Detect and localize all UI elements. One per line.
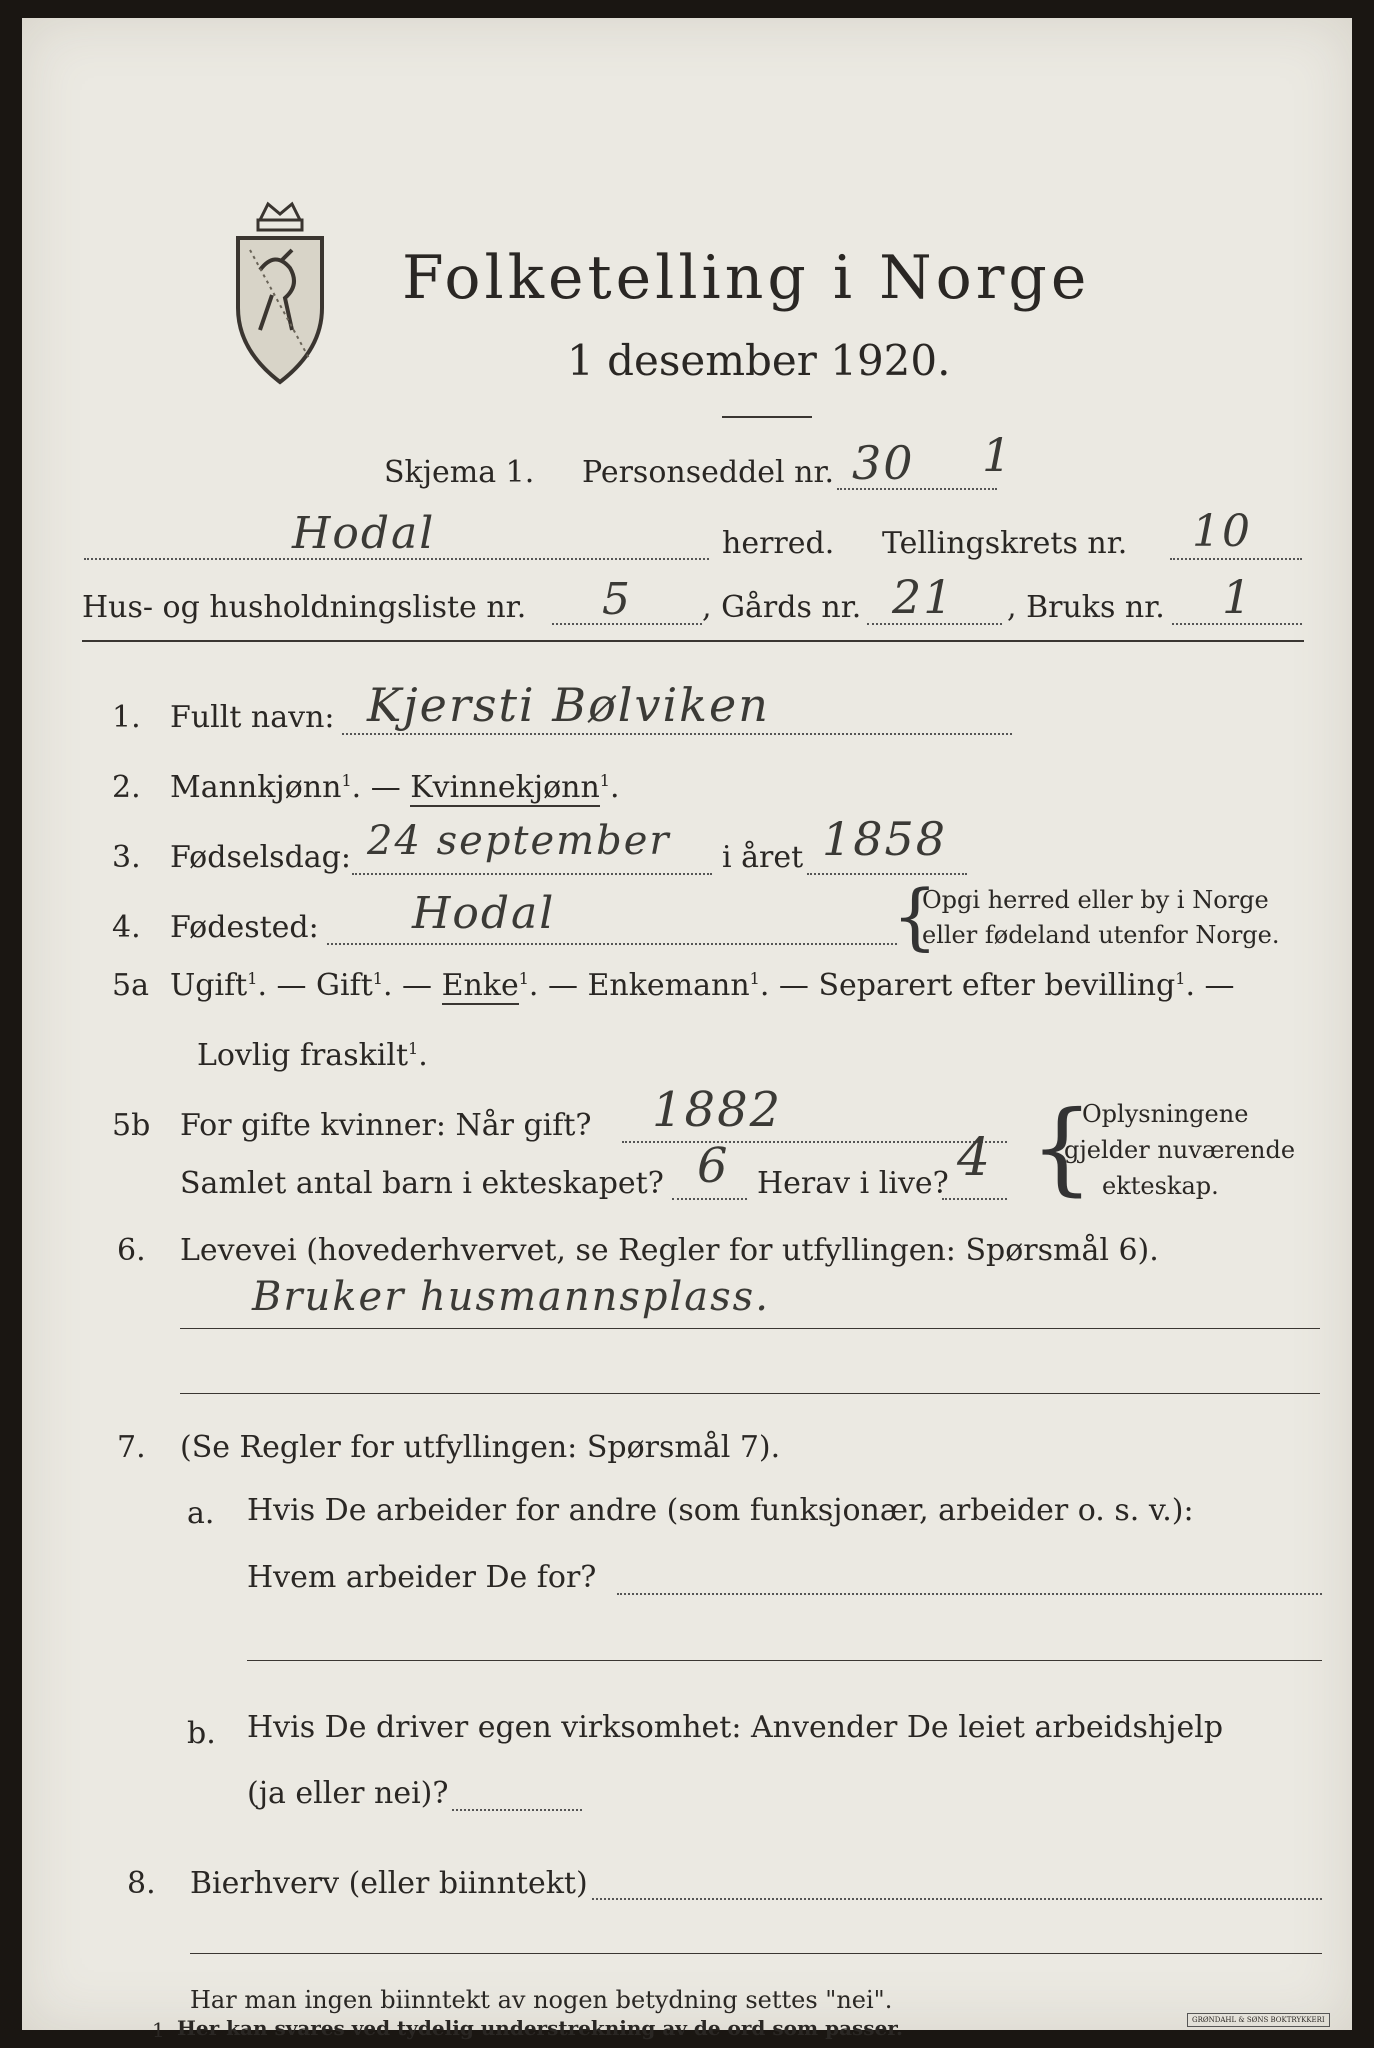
header-rule <box>82 640 1304 642</box>
sup-mark: 1 <box>247 969 258 988</box>
q2-options <box>170 770 620 805</box>
married-line <box>622 1141 1007 1143</box>
q7-number: 7. <box>117 1430 146 1465</box>
q5b-note-1: Oplysningene <box>1082 1100 1249 1128</box>
sup-mark: 1 <box>749 969 760 988</box>
sep: . — <box>382 968 433 1003</box>
fraskilt-option[interactable] <box>197 1038 428 1073</box>
alive-label: Herav i live? <box>757 1166 949 1201</box>
end: . <box>418 1038 428 1073</box>
brace: { <box>1030 1089 1094 1206</box>
q1-line <box>342 733 1012 735</box>
q2-number: 2. <box>112 770 141 805</box>
q3-label: Fødselsdag: <box>170 840 351 875</box>
herred-value[interactable]: Hodal <box>292 508 436 559</box>
sup-mark: 1 <box>599 771 610 790</box>
q6-line-2 <box>180 1393 1320 1394</box>
hus-label: Hus- og husholdningsliste nr. <box>82 590 527 625</box>
q5a-number: 5a <box>112 968 149 1003</box>
q7a-line-2[interactable] <box>247 1660 1322 1661</box>
q7a-question: Hvem arbeider De for? <box>247 1560 597 1595</box>
q5b-note-2: gjelder nuværende <box>1064 1136 1296 1164</box>
coat-of-arms-icon <box>230 190 330 390</box>
full-name-value[interactable]: Kjersti Bølviken <box>367 678 770 732</box>
sep: . — <box>1185 968 1235 1003</box>
q8-label: Bierhverv (eller biinntekt) <box>190 1866 588 1901</box>
ugift-option[interactable]: Ugift <box>170 968 248 1003</box>
q5b-label: For gifte kvinner: Når gift? <box>180 1108 592 1143</box>
separert-option[interactable]: . — Separert efter bevilling <box>759 968 1176 1003</box>
enke-option[interactable]: Enke <box>441 968 519 1003</box>
sep: . — <box>351 770 401 805</box>
q4-line <box>327 943 897 945</box>
gards-value[interactable]: 21 <box>892 570 955 624</box>
q5b-number: 5b <box>112 1108 151 1143</box>
sup-mark: 1 <box>341 771 352 790</box>
children-line <box>672 1198 747 1200</box>
tellingskrets-label: Tellingskrets nr. <box>882 526 1128 561</box>
q6-label: Levevei (hovederhvervet, se Regler for utfyllingen: Spørsmål 6). <box>180 1233 1159 1268</box>
tellingskrets-line <box>1170 558 1302 560</box>
q7b-label: b. <box>187 1716 216 1751</box>
footnote: Her kan svares ved tydelig understrekning av de ord som passer. <box>177 2016 903 2040</box>
personseddel-mark: 1 <box>982 428 1014 482</box>
q7-label: (Se Regler for utfyllingen: Spørsmål 7). <box>180 1430 781 1465</box>
footnote-mark: 1 <box>152 2018 165 2042</box>
q7b-text: Hvis De driver egen virksomhet: Anvender De leiet arbeidshjelp <box>247 1710 1224 1745</box>
q3-number: 3. <box>112 840 141 875</box>
enkemann-option[interactable]: . — Enkemann <box>528 968 750 1003</box>
alive-value[interactable]: 4 <box>957 1128 993 1188</box>
q8-number: 8. <box>127 1866 156 1901</box>
printer-stamp: GRØNDAHL & SØNS BOKTRYKKERI <box>1187 2013 1330 2027</box>
hus-value[interactable]: 5 <box>602 574 632 625</box>
schema-label: Skjema 1. <box>384 455 535 490</box>
tellingskrets-value[interactable]: 10 <box>1192 506 1252 557</box>
q5a-options <box>170 968 1235 1003</box>
sup-mark: 1 <box>518 969 529 988</box>
year-label: i året <box>722 840 804 875</box>
q7a-text: Hvis De arbeider for andre (som funksjonær, arbeider o. s. v.): <box>247 1493 1194 1528</box>
form-title: Folketelling i Norge <box>402 243 1091 313</box>
bruks-label: , Bruks nr. <box>1007 590 1165 625</box>
birthplace-value[interactable]: Hodal <box>412 888 556 939</box>
q8-line[interactable] <box>592 1898 1322 1900</box>
birth-year-value[interactable]: 1858 <box>822 812 948 866</box>
q1-label: Fullt navn: <box>170 700 335 735</box>
q7b-question: (ja eller nei)? <box>247 1776 449 1811</box>
census-date: 1 desember 1920. <box>567 336 951 385</box>
bruks-value[interactable]: 1 <box>1222 570 1254 624</box>
alive-line <box>942 1198 1007 1200</box>
year-line <box>807 873 967 875</box>
q1-number: 1. <box>112 700 141 735</box>
gift-option[interactable]: . — Gift <box>257 968 373 1003</box>
female-option[interactable]: Kvinnekjønn <box>410 770 600 805</box>
census-form <box>22 18 1352 2042</box>
fraskilt-label: Lovlig fraskilt <box>197 1038 409 1073</box>
q4-note-1: Opgi herred eller by i Norge <box>922 886 1269 914</box>
personseddel-value[interactable]: 30 <box>852 436 915 490</box>
q7a-label: a. <box>187 1496 215 1531</box>
q3-line <box>352 873 712 875</box>
q6-line-1 <box>180 1328 1320 1329</box>
income-note: Har man ingen biinntekt av nogen betydning settes "nei". <box>190 1986 893 2014</box>
birthdate-value[interactable]: 24 september <box>367 818 671 864</box>
gards-label: , Gårds nr. <box>702 590 862 625</box>
occupation-value[interactable]: Bruker husmannsplass. <box>252 1274 770 1320</box>
sup-mark: 1 <box>408 1039 419 1058</box>
q7b-line[interactable] <box>452 1809 582 1811</box>
q5b-note-3: ekteskap. <box>1102 1172 1219 1200</box>
male-option[interactable]: Mannkjønn <box>170 770 342 805</box>
q4-note-2: eller fødeland utenfor Norge. <box>922 921 1280 949</box>
q7a-line[interactable] <box>617 1593 1322 1595</box>
q4-number: 4. <box>112 910 141 945</box>
q8-line-2[interactable] <box>190 1953 1322 1954</box>
personseddel-label: Personseddel nr. <box>582 455 835 490</box>
sup-mark: 1 <box>372 969 383 988</box>
children-value[interactable]: 6 <box>697 1138 730 1194</box>
sup-mark: 1 <box>1175 969 1186 988</box>
divider <box>722 416 812 418</box>
brace: { <box>892 874 938 958</box>
herred-label: herred. <box>722 526 835 561</box>
end: . <box>609 770 620 805</box>
q6-number: 6. <box>117 1233 146 1268</box>
children-label: Samlet antal barn i ekteskapet? <box>180 1166 664 1201</box>
married-year-value[interactable]: 1882 <box>652 1082 783 1138</box>
q4-label: Fødested: <box>170 910 319 945</box>
